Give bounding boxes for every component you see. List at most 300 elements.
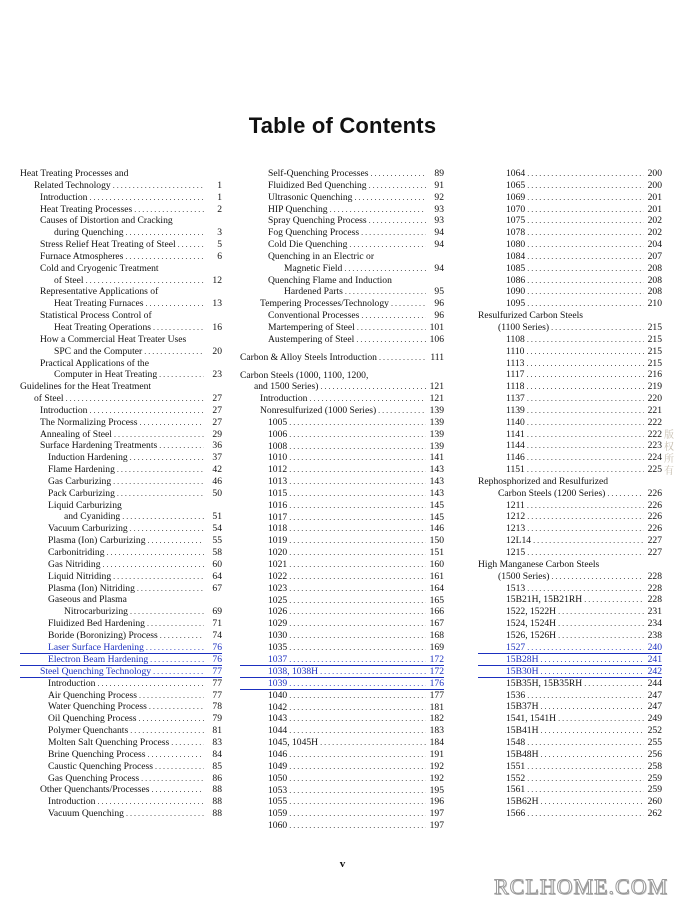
toc-entry: [240, 464, 444, 476]
dot-leader: [89, 405, 204, 417]
toc-entry-title: 1084: [506, 250, 526, 262]
toc-entry: [478, 606, 662, 618]
dot-leader: [126, 227, 204, 239]
toc-entry-page: 247: [647, 689, 662, 701]
dot-leader: [130, 452, 204, 464]
toc-entry-title: 1044: [268, 725, 288, 737]
dot-leader: [289, 512, 426, 524]
toc-entry-title: of Steel: [54, 274, 84, 286]
toc-entry-page: 139: [429, 416, 444, 428]
toc-entry: [20, 298, 222, 310]
toc-entry: [20, 204, 222, 216]
toc-entry: [240, 547, 444, 559]
toc-entry: [240, 571, 444, 583]
toc-entry-title: 1019: [268, 535, 288, 547]
dot-leader: [289, 690, 426, 702]
dot-leader: [152, 784, 205, 796]
dot-leader: [558, 606, 644, 618]
dot-leader: [526, 369, 644, 381]
toc-entry: [478, 381, 662, 393]
toc-entry: [240, 761, 444, 773]
toc-entry-title: 1090: [506, 286, 526, 298]
dot-leader: [551, 571, 644, 583]
toc-entry-page: 208: [647, 286, 662, 298]
toc-entry-page: 145: [429, 499, 444, 511]
toc-entry-title: Causes of Distortion and Cracking: [40, 215, 173, 227]
dot-leader: [150, 654, 204, 666]
dot-leader: [97, 678, 204, 690]
toc-entry-page: 238: [647, 629, 662, 641]
toc-entry: [478, 559, 662, 571]
toc-entry: [20, 488, 222, 500]
dot-leader: [148, 535, 204, 547]
toc-entry: [240, 239, 444, 251]
dot-leader: [526, 381, 644, 393]
toc-link-entry[interactable]: [20, 642, 222, 654]
toc-entry-page: 191: [429, 748, 444, 760]
toc-entry: [478, 594, 662, 606]
toc-entry: [478, 429, 662, 441]
toc-entry: [20, 594, 222, 606]
toc-entry: [240, 180, 444, 192]
toc-entry-page: 151: [429, 547, 444, 559]
toc-entry-title: 1118: [506, 381, 525, 393]
toc-entry: [478, 405, 662, 417]
toc-entry-title: Fluidized Bed Quenching: [268, 179, 367, 191]
toc-entry-page: 27: [212, 393, 222, 405]
dot-leader: [527, 263, 644, 275]
toc-link-entry[interactable]: [240, 654, 444, 666]
toc-entry-page: 222: [647, 428, 662, 440]
toc-entry-page: 86: [212, 772, 222, 784]
toc-entry: [20, 630, 222, 642]
toc-link-entry[interactable]: [20, 654, 222, 666]
toc-entry-page: 81: [212, 725, 222, 737]
dot-leader: [541, 666, 644, 678]
toc-entry: [20, 808, 222, 820]
toc-entry-title: (1500 Series): [498, 570, 550, 582]
dot-leader: [527, 334, 644, 346]
toc-entry-title: 1070: [506, 203, 526, 215]
toc-entry-page: 172: [429, 665, 444, 677]
toc-entry: [20, 239, 222, 251]
toc-entry-title: 1038, 1038H: [268, 665, 319, 677]
toc-entry-page: 67: [212, 582, 222, 594]
toc-entry-page: 262: [647, 808, 662, 820]
toc-entry-title: 1215: [506, 547, 526, 558]
dot-leader: [141, 773, 204, 785]
toc-entry: [478, 725, 662, 737]
toc-entry-title: 1020: [268, 547, 288, 559]
toc-entry: [240, 796, 444, 808]
toc-entry: [20, 547, 222, 559]
toc-entry-title: Gas Carburizing: [48, 475, 112, 487]
dot-leader: [527, 642, 644, 654]
dot-leader: [541, 654, 644, 666]
toc-entry-title: Nitrocarburizing: [64, 606, 128, 618]
toc-entry: [478, 215, 662, 227]
toc-entry-page: 260: [647, 796, 662, 808]
dot-leader: [527, 737, 644, 749]
toc-entry-title: 1043: [268, 713, 288, 725]
dot-leader: [130, 606, 204, 618]
toc-entry-title: Self-Quenching Processes: [268, 168, 369, 179]
toc-entry: [20, 227, 222, 239]
toc-column-2: [240, 168, 444, 832]
toc-entry-title: Heat Treating Furnaces: [54, 298, 144, 310]
toc-entry-page: 83: [212, 736, 222, 748]
toc-entry-title: 1075: [506, 215, 526, 227]
toc-entry-title: 1037: [268, 653, 288, 665]
toc-entry-title: Furnace Atmospheres: [40, 250, 124, 262]
toc-entry-page: 36: [212, 440, 222, 452]
toc-entry: [478, 511, 662, 523]
toc-entry: [240, 512, 444, 524]
dot-leader: [527, 227, 644, 239]
toc-entry: [478, 476, 662, 488]
dot-leader: [527, 215, 644, 227]
toc-entry: [240, 192, 444, 204]
toc-entry-page: 226: [647, 487, 662, 499]
toc-entry: [478, 523, 662, 535]
dot-leader: [369, 180, 426, 192]
toc-entry-page: 27: [212, 404, 222, 416]
toc-entry: [240, 204, 444, 216]
toc-entry-title: Introduction: [260, 393, 308, 405]
dot-leader: [541, 725, 644, 737]
toc-entry-page: 208: [647, 274, 662, 286]
toc-entry-page: 192: [429, 772, 444, 784]
dot-leader: [66, 393, 204, 405]
dot-leader: [289, 595, 426, 607]
toc-entry-page: 85: [212, 760, 222, 772]
dot-leader: [289, 761, 426, 773]
toc-entry-page: 29: [212, 428, 222, 440]
toc-entry: [240, 808, 444, 820]
dot-leader: [289, 773, 426, 785]
toc-entry-page: 240: [647, 641, 662, 653]
toc-entry-title: Carbon Steels (1200 Series): [498, 487, 606, 499]
dot-leader: [527, 547, 644, 559]
toc-entry-title: 15B48H: [506, 748, 539, 760]
toc-link-entry[interactable]: [478, 654, 662, 666]
dot-leader: [527, 239, 644, 251]
toc-entry-page: 94: [434, 227, 444, 239]
toc-entry-title: Liquid Nitriding: [48, 570, 112, 582]
toc-entry-title: during Quenching: [54, 227, 124, 239]
toc-entry-page: 256: [647, 748, 662, 760]
toc-entry-page: 226: [647, 511, 662, 523]
toc-entry-title: of Steel: [34, 393, 64, 405]
dot-leader: [526, 346, 644, 358]
toc-entry-title: Annealing of Steel: [40, 428, 112, 440]
toc-entry-page: 27: [212, 416, 222, 428]
dot-leader: [153, 666, 204, 678]
toc-entry: [240, 334, 444, 346]
toc-entry-title: 1064: [506, 168, 526, 179]
toc-entry-title: 1561: [506, 784, 526, 796]
dot-leader: [289, 571, 426, 583]
toc-entry-page: 196: [429, 796, 444, 808]
page-number: v: [339, 858, 346, 870]
dot-leader: [551, 322, 644, 334]
toc-entry-title: 15B30H: [506, 665, 539, 677]
toc-entry-page: 227: [647, 547, 662, 558]
toc-entry-page: 234: [647, 618, 662, 630]
toc-entry-title: Molten Salt Quenching Process: [48, 736, 170, 748]
dot-leader: [97, 796, 204, 808]
toc-entry: [240, 168, 444, 180]
toc-entry-page: 228: [647, 570, 662, 582]
dot-leader: [289, 713, 426, 725]
toc-entry-page: 258: [647, 760, 662, 772]
toc-entry-page: 37: [212, 452, 222, 464]
toc-link-entry[interactable]: [240, 666, 444, 678]
toc-entry-title: 1005: [268, 416, 288, 428]
dot-leader: [320, 381, 426, 393]
toc-link-entry[interactable]: [478, 666, 662, 678]
dot-leader: [349, 239, 426, 251]
toc-entry: [478, 393, 662, 405]
dot-leader: [527, 523, 644, 535]
toc-entry: [20, 381, 222, 393]
toc-entry-title: 15B37H: [506, 701, 539, 713]
toc-entry-title: Tempering Processes/Technology: [260, 298, 389, 310]
toc-entry-title: (1100 Series): [498, 321, 550, 333]
toc-entry: [478, 310, 662, 322]
toc-entry-title: 1023: [268, 582, 288, 594]
toc-entry-page: 88: [212, 796, 222, 808]
dot-leader: [89, 192, 204, 204]
toc-entry-title: 1015: [268, 487, 288, 499]
dot-leader: [130, 523, 204, 535]
toc-entry-page: 141: [429, 452, 444, 464]
toc-entry: [20, 773, 222, 785]
toc-entry: [20, 369, 222, 381]
toc-entry: [240, 452, 444, 464]
toc-entry: [478, 571, 662, 583]
toc-entry-title: Ultrasonic Quenching: [268, 191, 353, 203]
toc-entry-title: Vacuum Carburizing: [48, 523, 128, 535]
dot-leader: [134, 204, 204, 216]
toc-entry-page: 79: [212, 713, 222, 725]
dot-leader: [289, 500, 426, 512]
toc-entry-page: 160: [429, 559, 444, 570]
toc-entry-page: 77: [212, 665, 222, 677]
dot-leader: [107, 547, 205, 559]
toc-entry-title: 1110: [506, 345, 525, 357]
toc-entry: [478, 690, 662, 702]
toc-entry: [478, 204, 662, 216]
toc-entry: [20, 701, 222, 713]
toc-entry: [20, 346, 222, 358]
toc-entry: [478, 168, 662, 180]
toc-entry: [240, 251, 444, 263]
toc-entry: [20, 417, 222, 429]
toc-entry: [478, 275, 662, 287]
toc-entry-title: Introduction: [48, 677, 96, 689]
dot-leader: [86, 275, 204, 287]
toc-entry: [478, 358, 662, 370]
toc-entry: [478, 369, 662, 381]
toc-entry-title: Introduction: [40, 404, 88, 416]
toc-entry-page: 161: [429, 570, 444, 582]
toc-entry: [20, 215, 222, 227]
dot-leader: [159, 369, 204, 381]
toc-entry-title: 15B41H: [506, 725, 539, 737]
toc-entry-page: 226: [647, 523, 662, 535]
toc-entry: [240, 393, 444, 405]
toc-entry: [478, 251, 662, 263]
dot-leader: [584, 594, 644, 606]
toc-entry-page: 168: [429, 630, 444, 642]
toc-entry: [20, 511, 222, 523]
toc-entry-title: 1548: [506, 736, 526, 748]
toc-entry: [240, 298, 444, 310]
toc-entry-page: 226: [647, 499, 662, 511]
toc-entry: [20, 784, 222, 796]
toc-entry-title: Carbon Steels (1000, 1100, 1200,: [240, 369, 369, 381]
dot-leader: [289, 464, 426, 476]
toc-entry: [478, 334, 662, 346]
toc-entry-title: 1139: [506, 404, 525, 416]
dot-leader: [527, 583, 644, 595]
toc-entry-page: 46: [212, 475, 222, 487]
toc-entry-page: 215: [647, 345, 662, 357]
toc-link-entry[interactable]: [478, 642, 662, 654]
toc-entry-page: 88: [212, 808, 222, 820]
toc-entry: [240, 500, 444, 512]
toc-entry-page: 77: [212, 689, 222, 701]
toc-entry: [240, 583, 444, 595]
toc-entry-page: 181: [429, 701, 444, 713]
toc-entry-title: 1566: [506, 808, 526, 820]
toc-entry-page: 202: [647, 215, 662, 227]
dot-leader: [155, 761, 204, 773]
toc-entry: [20, 476, 222, 488]
toc-entry-title: Pack Carburizing: [48, 487, 115, 499]
toc-entry-page: 183: [429, 725, 444, 737]
toc-entry: [240, 441, 444, 453]
toc-entry-title: 1046: [268, 748, 288, 760]
toc-entry-page: 145: [429, 511, 444, 523]
page-title: Table of Contents: [248, 113, 437, 138]
toc-column-3: [478, 168, 662, 820]
dot-leader: [527, 761, 644, 773]
toc-entry-page: 77: [212, 677, 222, 689]
toc-link-entry[interactable]: [20, 666, 222, 678]
dot-leader: [178, 239, 204, 251]
toc-entry-page: 71: [212, 618, 222, 630]
toc-entry-title: 1018: [268, 523, 288, 535]
toc-entry: [478, 761, 662, 773]
toc-entry: [20, 452, 222, 464]
toc-entry-page: 76: [212, 641, 222, 653]
toc-entry-title: 1117: [506, 369, 525, 381]
toc-entry-page: 204: [647, 239, 662, 251]
dot-leader: [320, 666, 426, 678]
toc-entry-page: 111: [430, 351, 444, 363]
toc-entry: [478, 180, 662, 192]
toc-entry-page: 224: [647, 452, 662, 464]
toc-entry: [478, 796, 662, 808]
toc-entry-page: 91: [434, 179, 444, 191]
toc-entry-page: 215: [647, 333, 662, 345]
toc-entry: [240, 618, 444, 630]
toc-link-entry[interactable]: [240, 678, 444, 690]
toc-entry: [478, 227, 662, 239]
dot-leader: [139, 690, 204, 702]
toc-entry-title: 1551: [506, 760, 526, 772]
dot-leader: [113, 180, 204, 192]
toc-entry-title: 1040: [268, 689, 288, 701]
toc-entry-title: Surface Hardening Treatments: [40, 440, 158, 452]
toc-entry: [20, 690, 222, 702]
dot-leader: [137, 583, 204, 595]
dot-leader: [378, 405, 426, 417]
toc-entry-title: Air Quenching Process: [48, 689, 137, 701]
dot-leader: [369, 215, 426, 227]
toc-entry-title: Conventional Processes: [268, 310, 360, 322]
toc-entry-page: 223: [647, 440, 662, 452]
toc-entry-page: 215: [647, 357, 662, 369]
dot-leader: [361, 310, 426, 322]
toc-entry: [240, 417, 444, 429]
toc-entry-title: Caustic Quenching Process: [48, 760, 153, 772]
toc-entry-page: 5: [217, 239, 222, 251]
toc-entry-title: Rephosphorized and Resulfurized: [478, 475, 609, 487]
toc-entry-title: Cold Die Quenching: [268, 239, 348, 251]
toc-entry: [20, 429, 222, 441]
toc-entry-title: Representative Applications of: [40, 286, 159, 298]
toc-entry-page: 42: [212, 464, 222, 476]
toc-entry-page: 121: [429, 381, 444, 393]
toc-entry-title: HIP Quenching: [268, 203, 328, 215]
toc-entry: [20, 358, 222, 370]
toc-entry-title: Steel Quenching Technology: [40, 665, 152, 677]
dot-leader: [527, 204, 644, 216]
toc-entry: [20, 725, 222, 737]
toc-entry-page: 92: [434, 191, 444, 203]
dot-leader: [527, 298, 644, 310]
dot-leader: [344, 263, 426, 275]
toc-entry-title: 1060: [268, 820, 288, 832]
dot-leader: [289, 725, 426, 737]
toc-entry-page: 200: [647, 179, 662, 191]
toc-entry-page: 12: [212, 274, 222, 286]
toc-entry-page: 166: [429, 606, 444, 618]
toc-entry-title: Spray Quenching Process: [268, 215, 367, 227]
toc-entry: [20, 606, 222, 618]
toc-entry: [478, 618, 662, 630]
toc-entry-page: 219: [647, 381, 662, 393]
toc-entry-title: Liquid Carburizing: [48, 499, 122, 511]
toc-entry-title: 12L14: [506, 535, 532, 547]
dot-leader: [138, 713, 204, 725]
toc-entry: [240, 227, 444, 239]
toc-entry: [478, 737, 662, 749]
toc-entry-page: 228: [647, 582, 662, 594]
dot-leader: [354, 192, 426, 204]
dot-leader: [320, 737, 426, 749]
dot-leader: [149, 701, 204, 713]
toc-entry-page: 216: [647, 369, 662, 381]
toc-entry: [20, 678, 222, 690]
toc-entry-title: 1140: [506, 416, 525, 428]
toc-entry: [240, 263, 444, 275]
toc-entry-title: 15B28H: [506, 653, 539, 665]
toc-entry: [478, 678, 662, 690]
